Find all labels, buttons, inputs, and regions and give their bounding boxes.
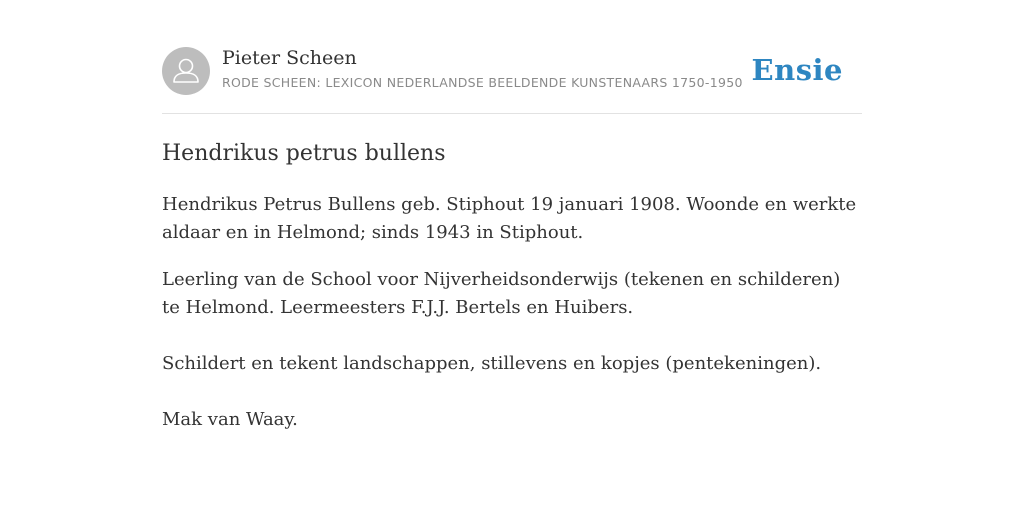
author-name[interactable]: Pieter Scheen: [222, 47, 357, 69]
paragraph: Schildert en tekent landschappen, stillevens en kopjes (pentekeningen).: [162, 353, 822, 374]
paragraph: Mak van Waay.: [162, 409, 298, 430]
source-label[interactable]: RODE SCHEEN: LEXICON NEDERLANDSE BEELDENDE KUNSTENAARS 1750-1950: [222, 75, 743, 90]
user-silhouette-icon: [162, 47, 210, 95]
article-container: [162, 46, 862, 434]
paragraph: Hendrikus Petrus Bullens geb. Stiphout 19 januari 1908. Woonde en werkte aldaar en in Helmond; sinds 1943 in Stiphout.: [162, 194, 857, 243]
brand-logo[interactable]: Ensie: [751, 53, 843, 87]
page-title: Hendrikus petrus bullens: [162, 141, 446, 166]
article-body: [162, 191, 862, 434]
avatar[interactable]: [162, 47, 210, 95]
article-header: [162, 46, 862, 114]
paragraph: Leerling van de School voor Nijverheidsonderwijs (tekenen en schilderen) te Helmond. Leermeesters F.J.J. Bertels en Huibers.: [162, 269, 841, 318]
